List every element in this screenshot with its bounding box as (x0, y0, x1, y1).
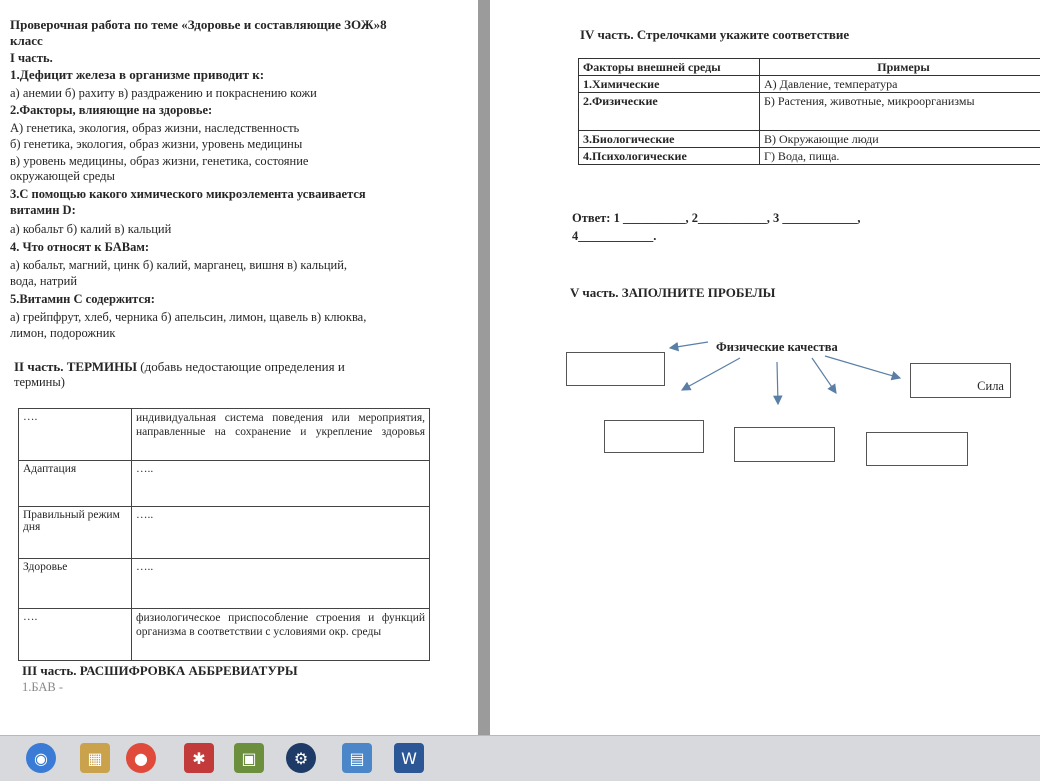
question-5-answers-cont: лимон, подорожник (10, 326, 116, 340)
question-5-answers: а) грейпфрут, хлеб, черника б) апельсин, лимон, щавель в) клюква, (10, 310, 366, 324)
example-cell: Б) Растения, животные, микроорганизмы (760, 93, 1040, 131)
table-row (19, 461, 430, 507)
term-cell[interactable]: …. (19, 409, 132, 461)
table-row (19, 409, 430, 461)
question-2-c-cont: окружающей среды (10, 169, 115, 183)
arrow-right (825, 356, 900, 378)
answer-line-cont[interactable]: 4____________. (572, 229, 656, 243)
blank-box-4[interactable] (866, 432, 968, 466)
term-cell: Адаптация (19, 461, 132, 507)
table-row (19, 559, 430, 609)
question-3-answers: а) кобальт б) калий в) кальций (10, 222, 171, 236)
arrow-down-right (812, 358, 836, 393)
question-3: 3.С помощью какого химического микроэлемента усваивается (10, 187, 366, 201)
header-factors: Факторы внешней среды (579, 59, 760, 76)
term-cell: Здоровье (19, 559, 132, 609)
question-3-cont: витамин D: (10, 203, 76, 217)
question-4-answers-cont: вода, натрий (10, 274, 77, 288)
question-2-a: А) генетика, экология, образ жизни, наследственность (10, 121, 299, 135)
part1-heading: I часть. (10, 51, 53, 65)
question-2-b: б) генетика, экология, образ жизни, уровень медицины (10, 137, 302, 151)
definition-cell: физиологическое приспособление строения и функций организма в соответствии с условиями окр. среды (132, 609, 430, 661)
example-cell: В) Окружающие люди (760, 131, 1040, 148)
factor-cell: 1.Химические (579, 76, 760, 93)
document-page-left (0, 0, 478, 735)
definition-cell[interactable]: ….. (132, 559, 430, 609)
photos-icon[interactable]: ▤ (342, 743, 372, 773)
definition-cell: индивидуальная система поведения или мероприятия, направленные на сохранение и укрепление здоровья (132, 409, 430, 461)
box-label-sila: Сила (977, 379, 1004, 394)
definition-cell[interactable]: ….. (132, 507, 430, 559)
question-5: 5.Витамин С содержится: (10, 292, 155, 306)
example-cell: А) Давление, температура (760, 76, 1040, 93)
rubik-cube-icon[interactable]: ▣ (234, 743, 264, 773)
header-examples: Примеры (760, 59, 1040, 76)
table-row (19, 507, 430, 559)
blank-box-3[interactable] (734, 427, 835, 462)
part2-note: (добавь недостающие определения и (137, 359, 345, 374)
factor-cell: 4.Психологические (579, 148, 760, 165)
blank-box-2[interactable] (604, 420, 704, 453)
chrome-icon[interactable]: ● (126, 743, 156, 773)
factor-cell: 3.Биологические (579, 131, 760, 148)
doc-title: Проверочная работа по теме «Здоровье и составляющие ЗОЖ»8 (10, 18, 387, 32)
question-2: 2.Факторы, влияющие на здоровье: (10, 103, 212, 117)
blank-box-sila[interactable] (910, 363, 1011, 398)
part2-title: II часть. ТЕРМИНЫ (14, 359, 137, 374)
taskbar (0, 735, 1040, 781)
question-1-answers: а) анемии б) рахиту в) раздражению и покраснению кожи (10, 86, 317, 100)
terms-table (18, 408, 430, 661)
question-4-answers: а) кобальт, магний, цинк б) калий, марганец, вишня в) кальций, (10, 258, 347, 272)
word-icon[interactable] (394, 743, 424, 773)
desktop-icon[interactable]: ▦ (80, 743, 110, 773)
question-2-c: в) уровень медицины, образ жизни, генетика, состояние (10, 154, 308, 168)
start-icon[interactable]: ◉ (26, 743, 56, 773)
part2-note-cont: термины) (14, 375, 65, 389)
part4-heading: IV часть. Стрелочками укажите соответствие (580, 28, 849, 42)
question-4: 4. Что относят к БАВам: (10, 240, 149, 254)
part3-item: 1.БАВ - (22, 680, 63, 694)
word-icon-label: W (401, 749, 417, 768)
term-cell[interactable]: …. (19, 609, 132, 661)
term-cell: Правильный режим дня (19, 507, 132, 559)
document-page-right (490, 0, 1040, 735)
arrow-down-left (682, 358, 740, 390)
table-row (19, 609, 430, 661)
diagram-center-label: Физические качества (716, 340, 838, 354)
definition-cell[interactable]: ….. (132, 461, 430, 507)
steam-icon[interactable]: ⚙ (286, 743, 316, 773)
page-divider (478, 0, 490, 735)
answer-line[interactable]: Ответ: 1 __________, 2___________, 3 ____________, (572, 211, 860, 225)
part5-heading: V часть. ЗАПОЛНИТЕ ПРОБЕЛЫ (570, 286, 775, 300)
arrow-down (777, 362, 778, 404)
example-cell: Г) Вода, пища. (760, 148, 1040, 165)
part3-heading: III часть. РАСШИФРОВКА АББРЕВИАТУРЫ (22, 664, 298, 678)
doc-title-cont: класс (10, 34, 43, 48)
app-red-icon[interactable]: ✱ (184, 743, 214, 773)
question-1: 1.Дефицит железа в организме приводит к: (10, 68, 264, 82)
part2-heading (14, 360, 345, 374)
blank-box-1[interactable] (566, 352, 665, 386)
factor-cell: 2.Физические (579, 93, 760, 131)
arrow-left (670, 342, 708, 348)
